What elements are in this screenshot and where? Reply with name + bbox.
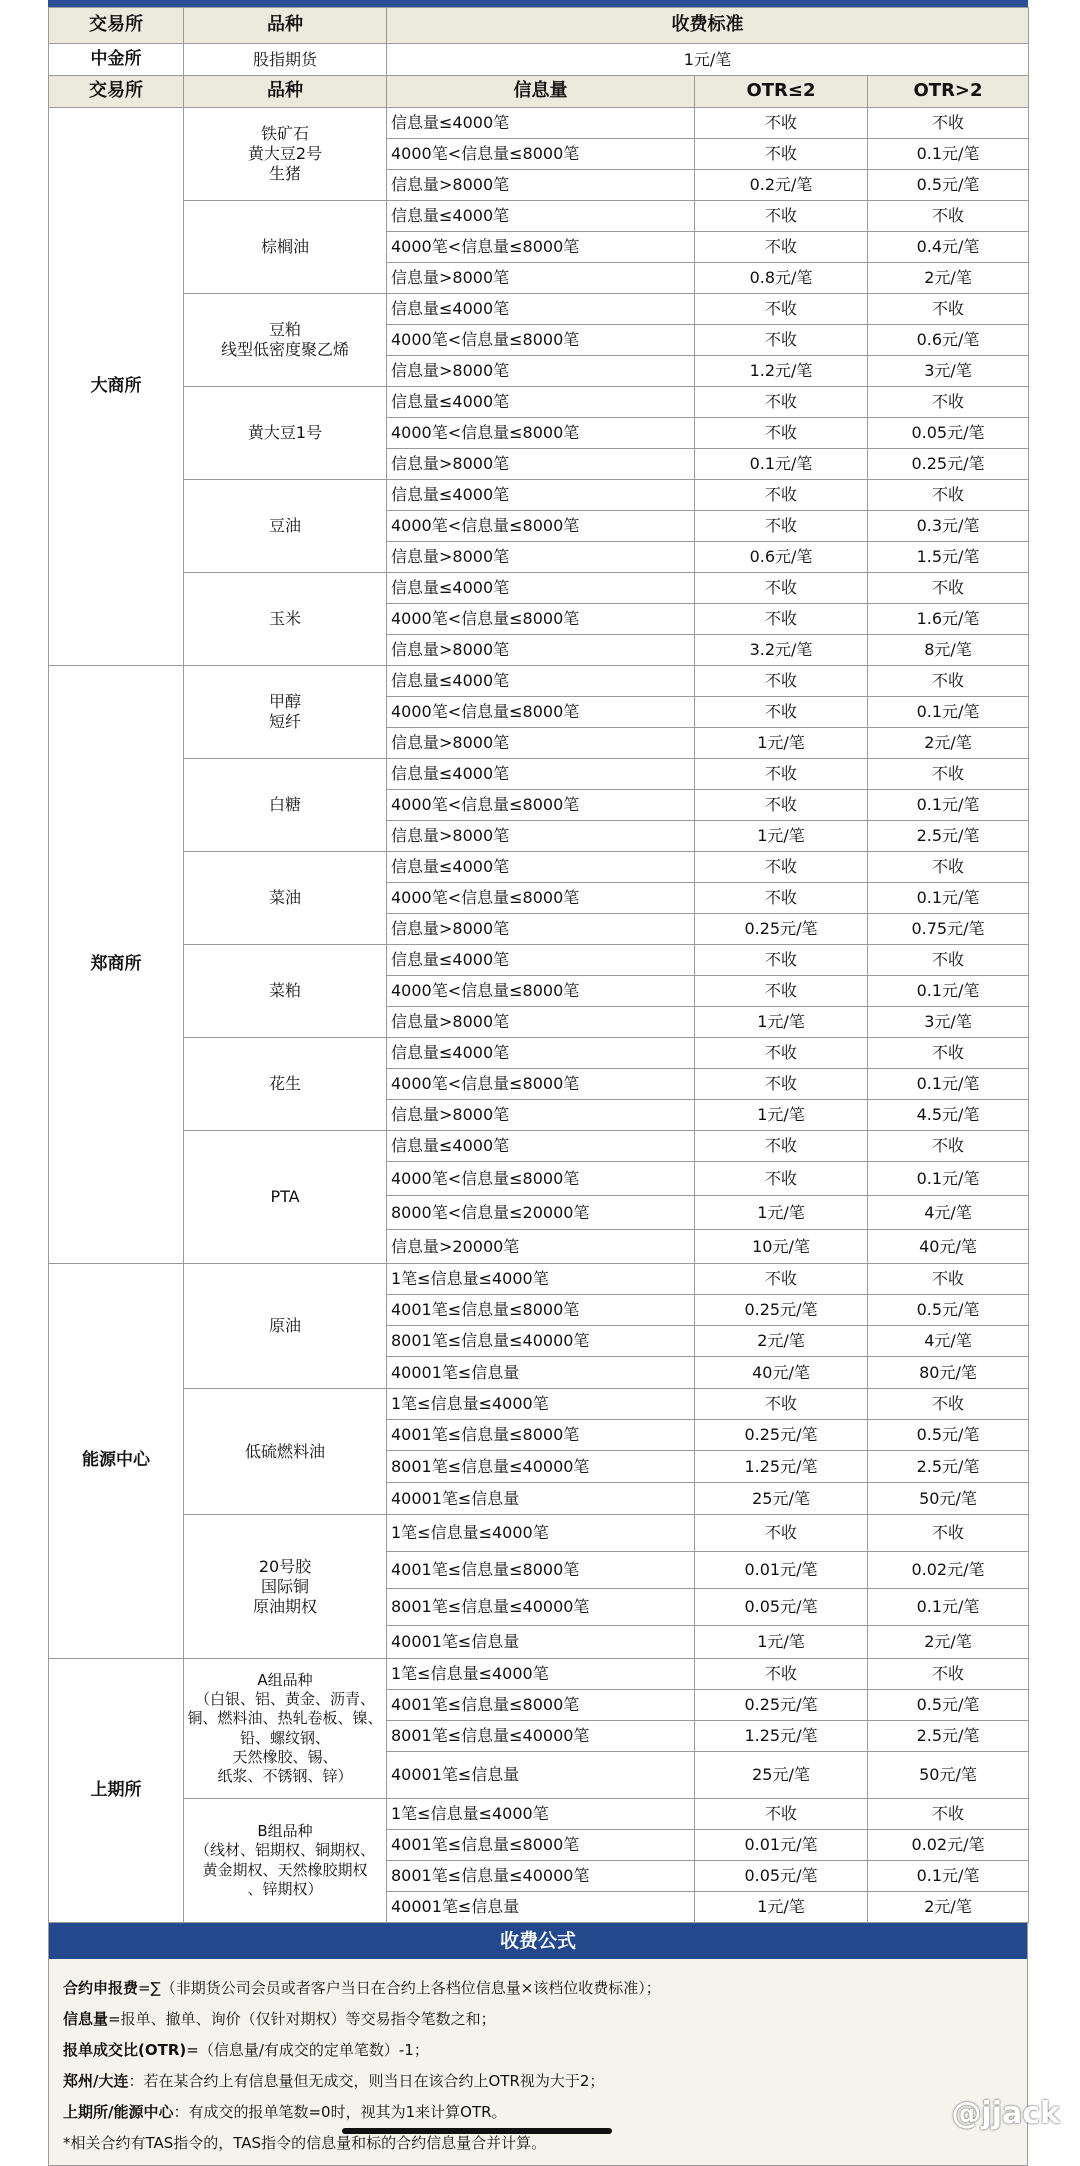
formula-label-4: 郑州/大连 [63, 2072, 129, 2090]
fee-otr-le2: 1元/笔 [695, 1100, 868, 1131]
fee-otr-le2: 0.25元/笔 [695, 1295, 868, 1326]
formula-text-6: *相关合约有TAS指令的，TAS指令的信息量和标的合约信息量合并计算。 [63, 2134, 547, 2152]
volume-cell: 信息量≤4000笔 [387, 1038, 695, 1069]
volume-cell: 信息量>8000笔 [387, 914, 695, 945]
fee-otr-gt2: 不收 [868, 666, 1029, 697]
fee-otr-le2: 不收 [695, 759, 868, 790]
fee-row [49, 852, 1029, 883]
header-otr-gt2: OTR>2 [868, 76, 1029, 108]
volume-cell: 信息量>8000笔 [387, 449, 695, 480]
fee-otr-le2: 不收 [695, 1069, 868, 1100]
fee-otr-le2: 不收 [695, 1515, 868, 1552]
header-otr-le2: OTR≤2 [695, 76, 868, 108]
fee-otr-gt2: 不收 [868, 1515, 1029, 1552]
product-line: 短纤 [268, 712, 301, 731]
fee-otr-gt2: 0.1元/笔 [868, 790, 1029, 821]
product-line: 黄大豆2号 [247, 144, 323, 163]
fee-otr-le2: 不收 [695, 139, 868, 170]
volume-cell: 1笔≤信息量≤4000笔 [387, 1515, 695, 1552]
fee-otr-le2: 0.01元/笔 [695, 1830, 868, 1861]
volume-cell: 信息量>8000笔 [387, 170, 695, 201]
fee-otr-le2: 1元/笔 [695, 1626, 868, 1659]
volume-cell: 8001笔≤信息量≤40000笔 [387, 1451, 695, 1483]
fee-otr-gt2: 2.5元/笔 [868, 1721, 1029, 1752]
header-exchange: 交易所 [49, 8, 184, 44]
fee-otr-le2: 不收 [695, 790, 868, 821]
volume-cell: 4000笔<信息量≤8000笔 [387, 1162, 695, 1196]
volume-cell: 8001笔≤信息量≤40000笔 [387, 1589, 695, 1626]
volume-cell: 8000笔<信息量≤20000笔 [387, 1196, 695, 1230]
volume-cell: 信息量>8000笔 [387, 821, 695, 852]
fee-otr-gt2: 0.3元/笔 [868, 511, 1029, 542]
fee-otr-le2: 不收 [695, 480, 868, 511]
formula-line-4 [63, 2066, 1013, 2097]
product-line: 甲醇 [268, 692, 301, 711]
fee-otr-gt2: 0.02元/笔 [868, 1552, 1029, 1589]
fee-otr-le2: 0.25元/笔 [695, 1420, 868, 1451]
product-line: （白银、铝、黄金、沥青、 [194, 1690, 375, 1709]
fee-otr-le2: 不收 [695, 604, 868, 635]
product-line: 原油 [268, 1316, 301, 1335]
product-cell [184, 1659, 387, 1799]
product-line: PTA [270, 1187, 300, 1206]
product-line: 豆粕 [268, 320, 301, 339]
volume-cell: 信息量≤4000笔 [387, 759, 695, 790]
volume-cell: 信息量≤4000笔 [387, 480, 695, 511]
product-line: 黄大豆1号 [247, 423, 323, 442]
fee-otr-gt2: 不收 [868, 852, 1029, 883]
cffex-fee: 1元/笔 [387, 44, 1029, 76]
product-line: 花生 [268, 1074, 301, 1093]
fee-otr-le2: 0.01元/笔 [695, 1552, 868, 1589]
fee-otr-gt2: 0.1元/笔 [868, 1861, 1029, 1892]
fee-otr-le2: 1元/笔 [695, 1007, 868, 1038]
fee-row [49, 666, 1029, 697]
volume-cell: 1笔≤信息量≤4000笔 [387, 1799, 695, 1830]
home-indicator[interactable] [342, 2128, 612, 2134]
fee-otr-le2: 不收 [695, 1264, 868, 1295]
fee-otr-gt2: 不收 [868, 1799, 1029, 1830]
product-line: 豆油 [268, 516, 301, 535]
volume-cell: 信息量>8000笔 [387, 263, 695, 294]
formula-line-3 [63, 2035, 1013, 2066]
fee-otr-gt2: 2元/笔 [868, 1626, 1029, 1659]
fee-otr-le2: 1.25元/笔 [695, 1721, 868, 1752]
fee-otr-le2: 1元/笔 [695, 1196, 868, 1230]
fee-otr-le2: 0.05元/笔 [695, 1589, 868, 1626]
product-cell [184, 666, 387, 759]
volume-cell: 信息量≤4000笔 [387, 294, 695, 325]
volume-cell: 8001笔≤信息量≤40000笔 [387, 1861, 695, 1892]
fee-row [49, 1799, 1029, 1830]
fee-otr-gt2: 2元/笔 [868, 728, 1029, 759]
volume-cell: 4000笔<信息量≤8000笔 [387, 697, 695, 728]
fee-otr-le2: 不收 [695, 232, 868, 263]
product-cell [184, 1389, 387, 1515]
product-cell [184, 1515, 387, 1659]
fee-otr-gt2: 1.6元/笔 [868, 604, 1029, 635]
volume-cell: 信息量≤4000笔 [387, 1131, 695, 1162]
fee-row [49, 108, 1029, 139]
volume-cell: 4000笔<信息量≤8000笔 [387, 883, 695, 914]
fee-otr-gt2: 不收 [868, 1131, 1029, 1162]
formula-line-1 [63, 1973, 1013, 2004]
fee-otr-le2: 1元/笔 [695, 821, 868, 852]
fee-otr-le2: 25元/笔 [695, 1483, 868, 1515]
product-line: 20号胶 [258, 1556, 312, 1576]
fee-otr-le2: 不收 [695, 201, 868, 232]
header-exchange-2: 交易所 [49, 76, 184, 108]
volume-cell: 4000笔<信息量≤8000笔 [387, 139, 695, 170]
fee-otr-le2: 1.25元/笔 [695, 1451, 868, 1483]
volume-cell: 4001笔≤信息量≤8000笔 [387, 1830, 695, 1861]
product-line: 铜、燃料油、热轧卷板、镍、 [187, 1709, 383, 1728]
fee-otr-gt2: 不收 [868, 759, 1029, 790]
product-cell [184, 108, 387, 201]
volume-cell: 8001笔≤信息量≤40000笔 [387, 1326, 695, 1357]
fee-otr-le2: 不收 [695, 945, 868, 976]
fee-otr-gt2: 不收 [868, 294, 1029, 325]
fee-otr-le2: 不收 [695, 697, 868, 728]
formula-label-1: 合约申报费 [63, 1979, 139, 1997]
formula-title: 收费公式 [49, 1923, 1027, 1959]
fee-otr-le2: 40元/笔 [695, 1357, 868, 1389]
fee-otr-le2: 0.6元/笔 [695, 542, 868, 573]
fee-row [49, 480, 1029, 511]
product-line: 白糖 [268, 795, 301, 814]
product-cell [184, 294, 387, 387]
fee-row [49, 294, 1029, 325]
volume-cell: 4000笔<信息量≤8000笔 [387, 325, 695, 356]
volume-cell: 信息量≤4000笔 [387, 573, 695, 604]
fee-otr-gt2: 不收 [868, 945, 1029, 976]
product-line: A组品种 [257, 1670, 313, 1689]
fee-row [49, 573, 1029, 604]
header-volume: 信息量 [387, 76, 695, 108]
cffex-row [49, 44, 1029, 76]
product-cell [184, 387, 387, 480]
formula-label-5: 上期所/能源中心 [63, 2103, 174, 2121]
fee-otr-le2: 不收 [695, 325, 868, 356]
fee-otr-le2: 0.1元/笔 [695, 449, 868, 480]
fee-otr-gt2: 不收 [868, 1659, 1029, 1690]
formula-label-3: 报单成交比(OTR) [63, 2041, 187, 2059]
volume-cell: 40001笔≤信息量 [387, 1892, 695, 1923]
fee-otr-gt2: 0.5元/笔 [868, 1420, 1029, 1451]
product-line: 线型低密度聚乙烯 [220, 340, 349, 359]
fee-otr-gt2: 2元/笔 [868, 263, 1029, 294]
header-product: 品种 [184, 8, 387, 44]
fee-otr-gt2: 4.5元/笔 [868, 1100, 1029, 1131]
fee-otr-gt2: 0.1元/笔 [868, 1589, 1029, 1626]
fee-otr-le2: 0.2元/笔 [695, 170, 868, 201]
volume-cell: 信息量≤4000笔 [387, 201, 695, 232]
fee-otr-le2: 0.25元/笔 [695, 914, 868, 945]
product-line: 国际铜 [260, 1576, 309, 1596]
fee-row [49, 201, 1029, 232]
volume-cell: 信息量≤4000笔 [387, 666, 695, 697]
product-cell [184, 852, 387, 945]
volume-cell: 4000笔<信息量≤8000笔 [387, 976, 695, 1007]
fee-otr-gt2: 0.5元/笔 [868, 1690, 1029, 1721]
top-bar [48, 0, 1028, 7]
fee-otr-le2: 不收 [695, 387, 868, 418]
fee-otr-gt2: 40元/笔 [868, 1230, 1029, 1264]
product-line: 玉米 [268, 609, 301, 628]
volume-cell: 40001笔≤信息量 [387, 1357, 695, 1389]
exchange-cell: 大商所 [49, 108, 184, 666]
product-line: 、锌期权） [247, 1879, 323, 1898]
fee-otr-gt2: 0.1元/笔 [868, 139, 1029, 170]
formula-text-2: =报单、撤单、询价（仅针对期权）等交易指令笔数之和； [108, 2010, 496, 2028]
fee-otr-gt2: 3元/笔 [868, 356, 1029, 387]
fee-row [49, 759, 1029, 790]
exchange-cell: 上期所 [49, 1659, 184, 1923]
fee-otr-le2: 不收 [695, 976, 868, 1007]
volume-cell: 4001笔≤信息量≤8000笔 [387, 1420, 695, 1451]
fee-otr-gt2: 0.75元/笔 [868, 914, 1029, 945]
fee-otr-gt2: 0.5元/笔 [868, 170, 1029, 201]
product-line: 原油期权 [252, 1596, 317, 1616]
product-line: 铅、螺纹钢、 [239, 1728, 330, 1747]
volume-cell: 信息量≤4000笔 [387, 945, 695, 976]
product-cell [184, 1799, 387, 1923]
fee-otr-le2: 不收 [695, 1659, 868, 1690]
fee-otr-gt2: 2.5元/笔 [868, 821, 1029, 852]
volume-cell: 信息量>20000笔 [387, 1230, 695, 1264]
fee-sheet [48, 7, 1028, 2166]
formula-body [49, 1959, 1027, 2165]
volume-cell: 1笔≤信息量≤4000笔 [387, 1659, 695, 1690]
watermark-handle: @jjack [951, 2096, 1060, 2131]
formula-text-1: =∑（非期货公司会员或者客户当日在合约上各档位信息量×该档位收费标准）； [138, 1979, 661, 1997]
product-cell [184, 1264, 387, 1389]
fee-otr-gt2: 0.1元/笔 [868, 1162, 1029, 1196]
volume-cell: 信息量>8000笔 [387, 635, 695, 666]
volume-cell: 4000笔<信息量≤8000笔 [387, 1069, 695, 1100]
product-line: 菜粕 [268, 981, 301, 1000]
fee-otr-gt2: 0.1元/笔 [868, 697, 1029, 728]
fee-otr-le2: 不收 [695, 883, 868, 914]
fee-otr-gt2: 50元/笔 [868, 1483, 1029, 1515]
formula-text-3: =（信息量/有成交的定单笔数）-1； [186, 2041, 429, 2059]
product-cell [184, 201, 387, 294]
product-cell [184, 759, 387, 852]
exchange-cell: 郑商所 [49, 666, 184, 1264]
volume-cell: 信息量>8000笔 [387, 542, 695, 573]
fee-otr-gt2: 1.5元/笔 [868, 542, 1029, 573]
fee-otr-le2: 不收 [695, 666, 868, 697]
fee-otr-gt2: 0.02元/笔 [868, 1830, 1029, 1861]
fee-otr-le2: 1元/笔 [695, 728, 868, 759]
volume-cell: 信息量>8000笔 [387, 356, 695, 387]
fee-otr-gt2: 0.1元/笔 [868, 1069, 1029, 1100]
volume-cell: 1笔≤信息量≤4000笔 [387, 1389, 695, 1420]
volume-cell: 40001笔≤信息量 [387, 1626, 695, 1659]
fee-otr-gt2: 0.4元/笔 [868, 232, 1029, 263]
product-line: 低硫燃料油 [244, 1441, 325, 1461]
fee-row [49, 1264, 1029, 1295]
fee-otr-le2: 不收 [695, 511, 868, 542]
formula-text-5: ：有成交的报单笔数=0时，视其为1来计算OTR。 [173, 2103, 507, 2121]
fee-otr-gt2: 0.25元/笔 [868, 449, 1029, 480]
product-line: 菜油 [268, 888, 301, 907]
fee-otr-le2: 10元/笔 [695, 1230, 868, 1264]
subheader-row [49, 76, 1029, 108]
fee-otr-gt2: 不收 [868, 387, 1029, 418]
volume-cell: 信息量>8000笔 [387, 1100, 695, 1131]
fee-otr-le2: 不收 [695, 1131, 868, 1162]
fee-otr-gt2: 4元/笔 [868, 1196, 1029, 1230]
fee-otr-gt2: 不收 [868, 201, 1029, 232]
fee-row [49, 1659, 1029, 1690]
fee-otr-gt2: 不收 [868, 1389, 1029, 1420]
formula-line-2 [63, 2004, 1013, 2035]
fee-otr-gt2: 0.1元/笔 [868, 976, 1029, 1007]
fee-otr-le2: 0.05元/笔 [695, 1861, 868, 1892]
fee-otr-le2: 不收 [695, 418, 868, 449]
cffex-product: 股指期货 [184, 44, 387, 76]
header-row [49, 8, 1029, 44]
fee-otr-le2: 不收 [695, 852, 868, 883]
product-line: 天然橡胶、锡、 [232, 1747, 338, 1766]
fee-otr-le2: 不收 [695, 108, 868, 139]
volume-cell: 4001笔≤信息量≤8000笔 [387, 1690, 695, 1721]
fee-otr-le2: 不收 [695, 1799, 868, 1830]
fee-row [49, 387, 1029, 418]
product-line: （线材、铝期权、铜期权、 [194, 1841, 375, 1860]
volume-cell: 1笔≤信息量≤4000笔 [387, 1264, 695, 1295]
fee-otr-le2: 不收 [695, 1389, 868, 1420]
fee-otr-le2: 25元/笔 [695, 1752, 868, 1799]
fee-otr-gt2: 不收 [868, 1038, 1029, 1069]
fee-otr-gt2: 4元/笔 [868, 1326, 1029, 1357]
fee-row [49, 1389, 1029, 1420]
cffex-exchange: 中金所 [49, 44, 184, 76]
volume-cell: 信息量≤4000笔 [387, 108, 695, 139]
product-cell [184, 945, 387, 1038]
fee-otr-gt2: 0.05元/笔 [868, 418, 1029, 449]
fee-otr-gt2: 0.1元/笔 [868, 883, 1029, 914]
product-line: 黄金期权、天然橡胶期权 [202, 1860, 368, 1879]
volume-cell: 8001笔≤信息量≤40000笔 [387, 1721, 695, 1752]
exchange-cell: 能源中心 [49, 1264, 184, 1659]
fee-otr-gt2: 8元/笔 [868, 635, 1029, 666]
volume-cell: 信息量≤4000笔 [387, 387, 695, 418]
fee-otr-le2: 0.25元/笔 [695, 1690, 868, 1721]
volume-cell: 4000笔<信息量≤8000笔 [387, 604, 695, 635]
fee-otr-gt2: 80元/笔 [868, 1357, 1029, 1389]
fee-otr-gt2: 2.5元/笔 [868, 1451, 1029, 1483]
fee-otr-gt2: 50元/笔 [868, 1752, 1029, 1799]
fee-otr-gt2: 不收 [868, 1264, 1029, 1295]
volume-cell: 信息量≤4000笔 [387, 852, 695, 883]
volume-cell: 4000笔<信息量≤8000笔 [387, 511, 695, 542]
product-cell [184, 480, 387, 573]
fee-otr-gt2: 3元/笔 [868, 1007, 1029, 1038]
header-standard: 收费标准 [387, 8, 1029, 44]
fee-otr-gt2: 不收 [868, 480, 1029, 511]
fee-otr-gt2: 2元/笔 [868, 1892, 1029, 1923]
fee-row [49, 1515, 1029, 1552]
fee-otr-gt2: 不收 [868, 108, 1029, 139]
fee-otr-le2: 2元/笔 [695, 1326, 868, 1357]
volume-cell: 4000笔<信息量≤8000笔 [387, 790, 695, 821]
product-line: B组品种 [257, 1822, 313, 1841]
fee-otr-gt2: 不收 [868, 573, 1029, 604]
product-line: 纸浆、不锈钢、锌） [217, 1766, 353, 1785]
volume-cell: 4001笔≤信息量≤8000笔 [387, 1295, 695, 1326]
volume-cell: 信息量>8000笔 [387, 728, 695, 759]
product-cell [184, 573, 387, 666]
fee-otr-le2: 0.8元/笔 [695, 263, 868, 294]
header-product-2: 品种 [184, 76, 387, 108]
fee-otr-le2: 1元/笔 [695, 1892, 868, 1923]
volume-cell: 4001笔≤信息量≤8000笔 [387, 1552, 695, 1589]
formula-text-4: ：若在某合约上有信息量但无成交，则当日在该合约上OTR视为大于2； [128, 2072, 605, 2090]
volume-cell: 40001笔≤信息量 [387, 1752, 695, 1799]
fee-row [49, 945, 1029, 976]
fee-otr-le2: 3.2元/笔 [695, 635, 868, 666]
volume-cell: 4000笔<信息量≤8000笔 [387, 232, 695, 263]
fee-otr-gt2: 0.5元/笔 [868, 1295, 1029, 1326]
fee-otr-gt2: 0.6元/笔 [868, 325, 1029, 356]
fee-row [49, 1038, 1029, 1069]
product-cell [184, 1131, 387, 1264]
fee-otr-le2: 不收 [695, 1162, 868, 1196]
volume-cell: 40001笔≤信息量 [387, 1483, 695, 1515]
volume-cell: 4000笔<信息量≤8000笔 [387, 418, 695, 449]
volume-cell: 信息量>8000笔 [387, 1007, 695, 1038]
fee-otr-le2: 1.2元/笔 [695, 356, 868, 387]
product-line: 铁矿石 [260, 124, 309, 143]
fee-otr-le2: 不收 [695, 573, 868, 604]
formula-line-5 [63, 2097, 1013, 2128]
fee-otr-le2: 不收 [695, 1038, 868, 1069]
fee-otr-le2: 不收 [695, 294, 868, 325]
fee-row [49, 1131, 1029, 1162]
product-line: 生猪 [268, 164, 301, 183]
product-line: 棕榈油 [260, 237, 309, 256]
formula-label-2: 信息量 [63, 2010, 109, 2028]
fee-table [48, 7, 1029, 1923]
product-cell [184, 1038, 387, 1131]
